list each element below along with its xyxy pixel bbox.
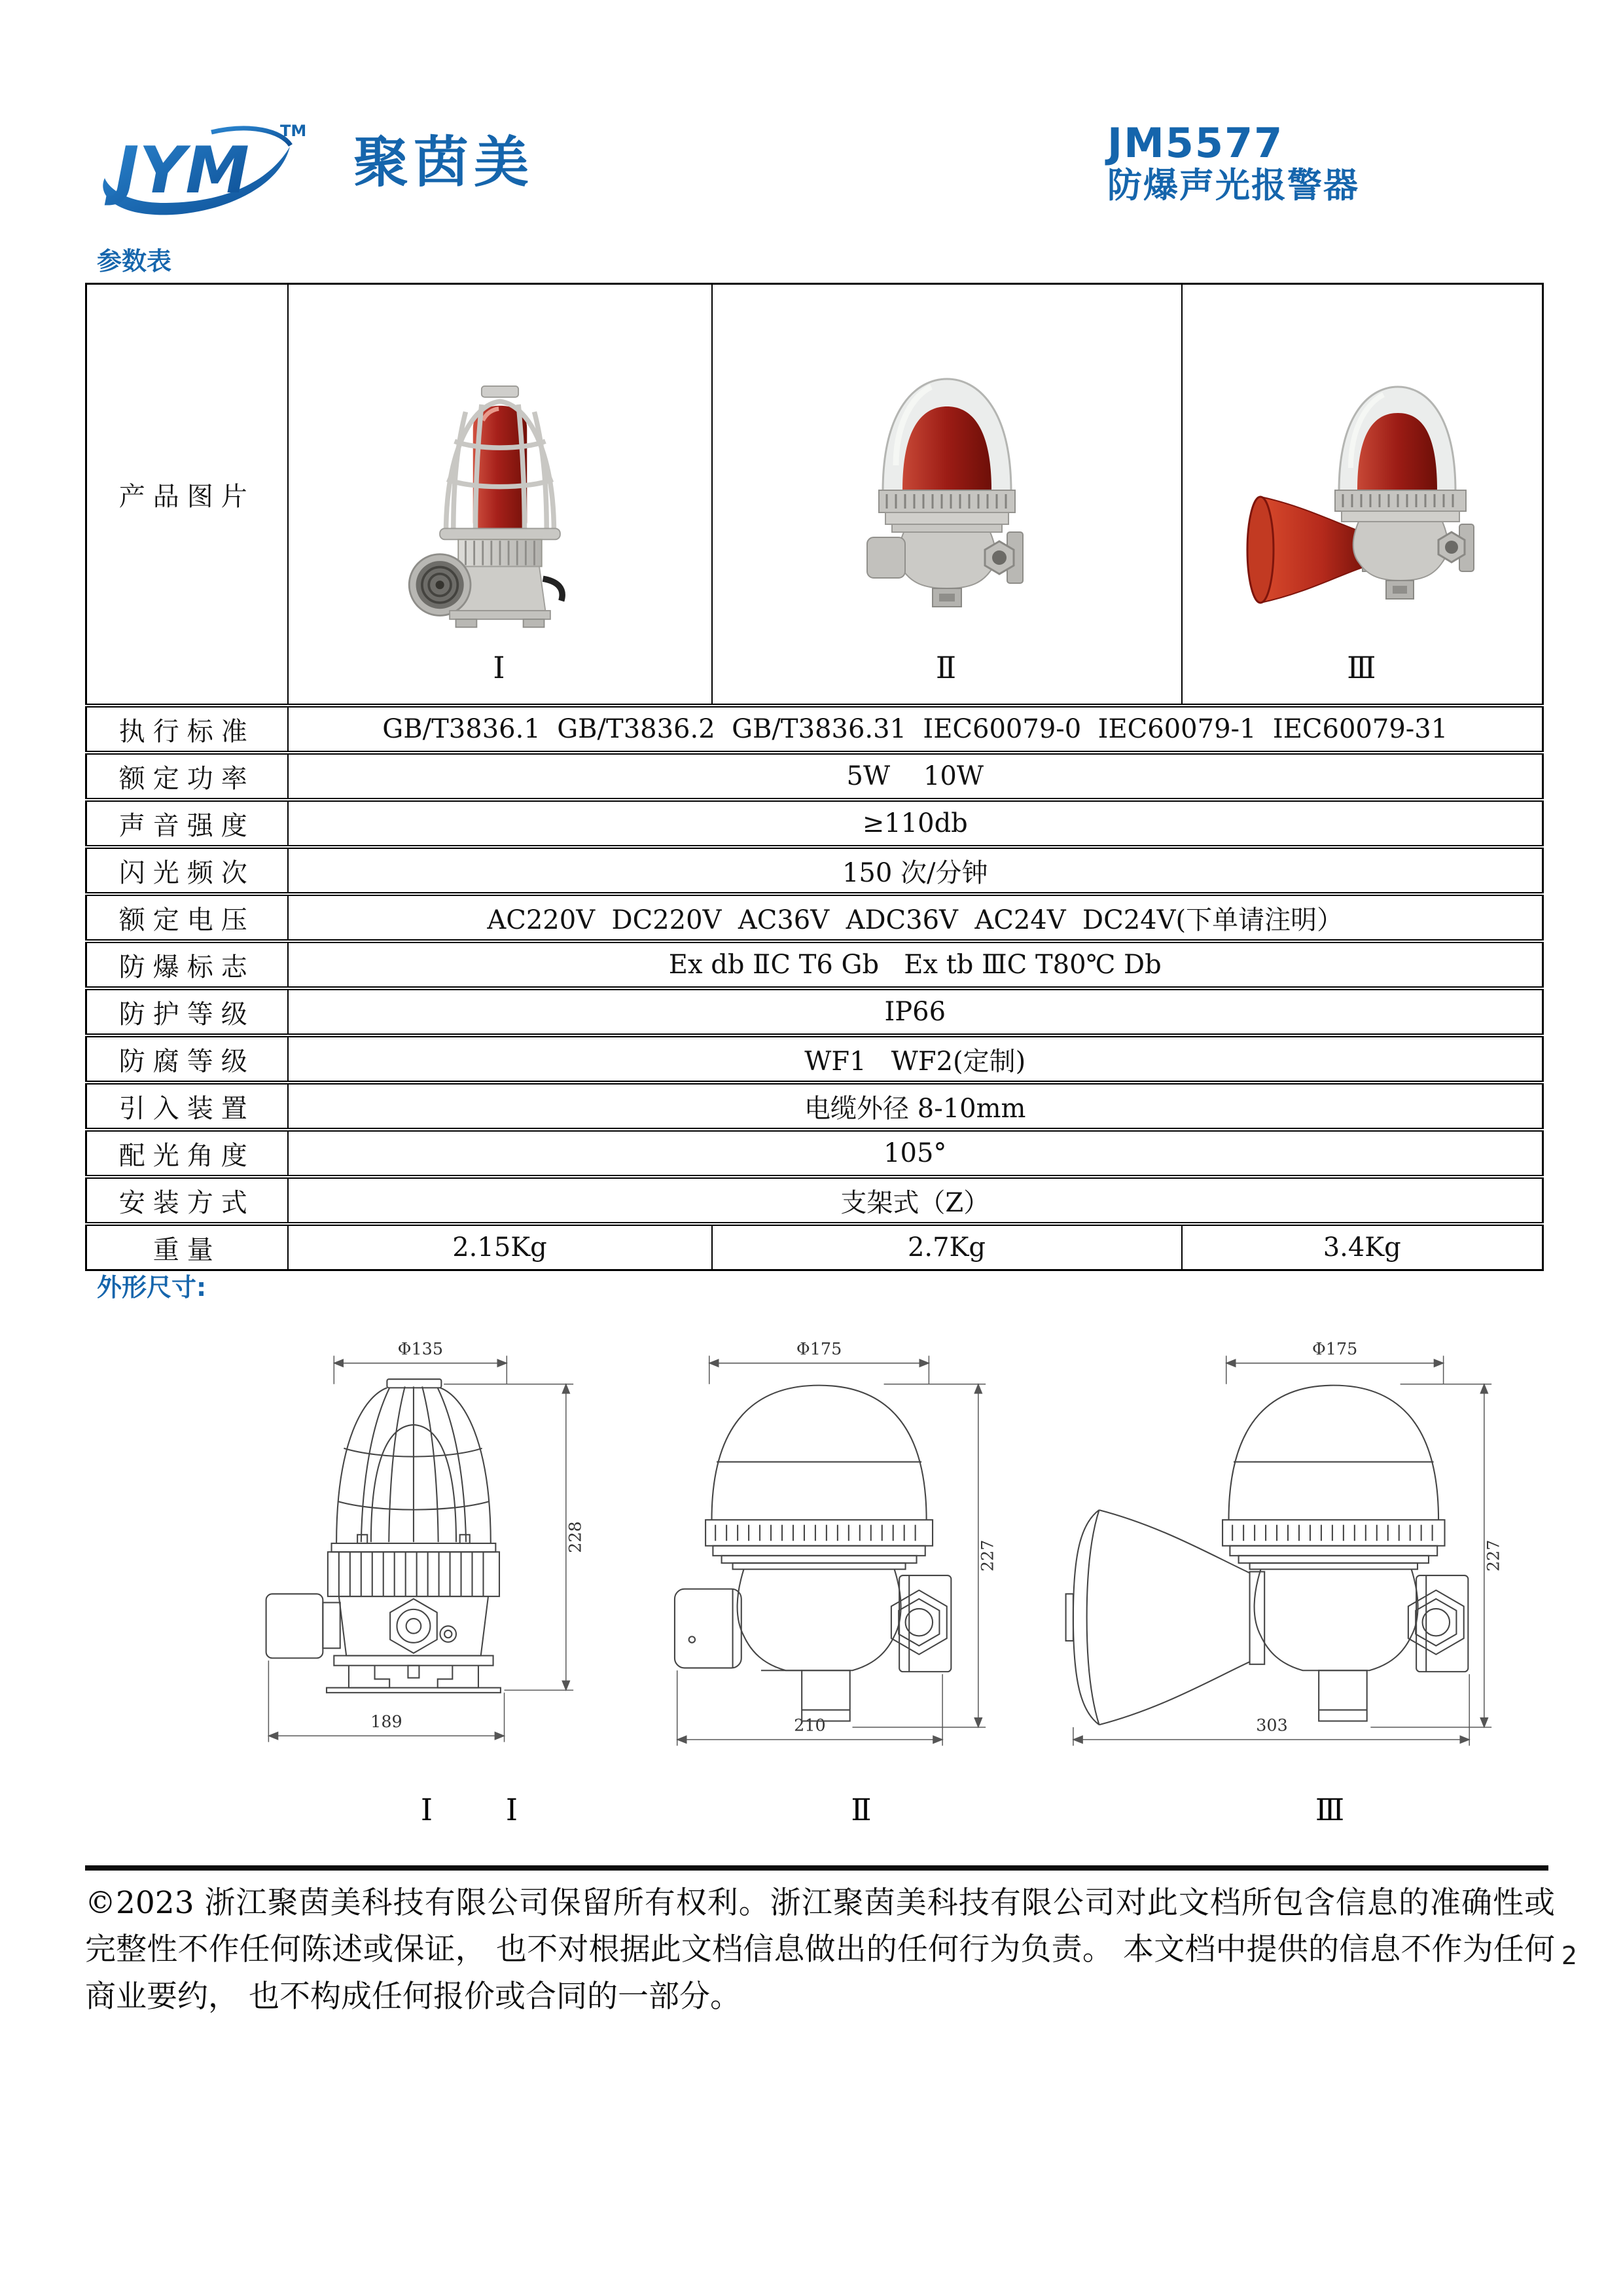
row-value: WF1 WF2(定制) (288, 1035, 1543, 1083)
table-row (86, 941, 1543, 988)
row-label: 配光角度 (86, 1130, 288, 1177)
speaker-grille (409, 554, 471, 616)
device-outline (266, 1379, 501, 1693)
row-label-product-image: 产品图片 (86, 284, 288, 706)
table-row (86, 1083, 1543, 1130)
row-label: 声音强度 (86, 800, 288, 847)
step-ring-1 (885, 512, 1008, 524)
logo-text: JYM (115, 134, 249, 208)
product-name: 防爆声光报警器 (1107, 166, 1359, 206)
table-row (86, 1130, 1543, 1177)
table-row (86, 847, 1543, 894)
step-ring-1 (1342, 511, 1459, 522)
product-photo-cell-1 (288, 284, 712, 706)
dim-width: 303 (1256, 1715, 1288, 1736)
flange (440, 528, 560, 539)
foot-left (455, 619, 476, 627)
row-value: 支架式（Z） (288, 1177, 1543, 1224)
junction-body (898, 532, 995, 588)
product-photo-cell-3 (1182, 284, 1543, 706)
drawing-label-1: Ⅰ (420, 1792, 433, 1827)
row-value: 电缆外径 8-10mm (288, 1083, 1543, 1130)
base-plate (450, 611, 550, 619)
mounting-bracket (1386, 581, 1414, 599)
ribbed-collar (458, 539, 542, 566)
weight-value-3: 3.4Kg (1182, 1224, 1543, 1270)
product-photo-cell-2 (712, 284, 1182, 706)
drawing-label-3: Ⅲ (1315, 1792, 1345, 1827)
dome-cover (883, 379, 1011, 492)
table-row-weight (86, 1224, 1543, 1270)
device-outline (1066, 1386, 1469, 1725)
dim-diameter: Φ175 (796, 1339, 842, 1359)
row-value: IP66 (288, 988, 1543, 1035)
spec-table (85, 283, 1544, 1271)
row-label: 闪光频次 (86, 847, 288, 894)
ribbed-ring (879, 490, 1015, 512)
product-label-1: Ⅰ (493, 650, 507, 685)
dim-diameter: Φ175 (1311, 1339, 1358, 1359)
row-value: GB/T3836.1 GB/T3836.2 GB/T3836.31 IEC60079-0 IEC60079-1 IEC60079-31 (288, 706, 1543, 753)
side-cylinder (867, 537, 905, 578)
row-label: 防爆标志 (86, 941, 288, 988)
product-label-2: Ⅱ (935, 650, 958, 685)
row-value: 150 次/分钟 (288, 847, 1543, 894)
row-value: Ex db ⅡC T6 Gb Ex tb ⅢC T80℃ Db (288, 941, 1543, 988)
table-row (86, 753, 1543, 800)
row-value: 105° (288, 1130, 1543, 1177)
row-value: ≥110db (288, 800, 1543, 847)
row-label: 执行标准 (86, 706, 288, 753)
table-row (86, 988, 1543, 1035)
dim-lines (1073, 1355, 1491, 1746)
footer-divider (85, 1865, 1548, 1871)
foot-right (523, 619, 544, 627)
dimension-drawing-3 (1037, 1327, 1507, 1759)
drawing-label-2: Ⅱ (851, 1792, 872, 1827)
dim-diameter: Φ135 (397, 1339, 444, 1359)
brand-logo (90, 113, 313, 223)
table-row (86, 706, 1543, 753)
dim-lines (677, 1355, 986, 1746)
dim-height: 228 (565, 1521, 586, 1553)
product-photo-3-icon (1241, 363, 1483, 612)
table-row (86, 1035, 1543, 1083)
product-label-3: Ⅲ (1347, 650, 1378, 685)
jym-logo-icon (90, 113, 313, 223)
step-ring-2 (892, 524, 1002, 532)
row-value: AC220V DC220V AC36V ADC36V AC24V DC24V(下单请注明） (288, 894, 1543, 941)
weight-value-2: 2.7Kg (712, 1224, 1182, 1270)
params-table-label: 参数表 (97, 247, 172, 276)
row-label: 安装方式 (86, 1177, 288, 1224)
row-label: 引入装置 (86, 1083, 288, 1130)
dimension-drawing-2 (640, 1327, 1010, 1759)
copyright-notice: ©2023 浙江聚茵美科技有限公司保留所有权利。浙江聚茵美科技有限公司对此文档所包含信息的准确性或完整性不作任何陈述或保证， 也不对根据此文档信息做出的任何行为负责。 本文档中提供的信息不作为任何商业要约， 也不构成任何报价或合同的一部分。 (85, 1885, 1555, 2015)
dimensions-section-label: 外形尺寸: (97, 1273, 207, 1302)
junction-body (1353, 522, 1448, 581)
brand-name-cn: 聚茵美 (353, 130, 535, 194)
product-photo-1-icon (402, 362, 598, 643)
ribbed-ring (1335, 490, 1466, 511)
dim-height: 227 (978, 1539, 998, 1572)
row-label: 额定功率 (86, 753, 288, 800)
page-number: 2 (1561, 1941, 1578, 1970)
dome-cover (1339, 387, 1455, 492)
dim-width: 210 (794, 1715, 826, 1736)
model-code: JM5577 (1107, 119, 1284, 167)
logo-tm-mark: TM (280, 122, 307, 140)
drawing-label-1: Ⅰ (505, 1792, 518, 1827)
cage-top-cap (481, 386, 518, 397)
table-row (86, 894, 1543, 941)
row-label: 额定电压 (86, 894, 288, 941)
device-outline (675, 1386, 951, 1721)
weight-value-1: 2.15Kg (288, 1224, 712, 1270)
cable (543, 579, 562, 601)
dim-width: 189 (370, 1712, 402, 1732)
row-label: 重量 (86, 1224, 288, 1270)
dim-lines (268, 1355, 573, 1742)
header-model-block (1107, 119, 1359, 207)
table-row-product-images (86, 284, 1543, 706)
table-row (86, 1177, 1543, 1224)
row-label: 防腐等级 (86, 1035, 288, 1083)
product-photo-2-icon (849, 361, 1045, 609)
row-label: 防护等级 (86, 988, 288, 1035)
row-value: 5W 10W (288, 753, 1543, 800)
dim-height: 227 (1484, 1539, 1504, 1572)
mounting-bracket (933, 588, 961, 607)
dimension-drawing-1 (228, 1327, 598, 1759)
table-row (86, 800, 1543, 847)
